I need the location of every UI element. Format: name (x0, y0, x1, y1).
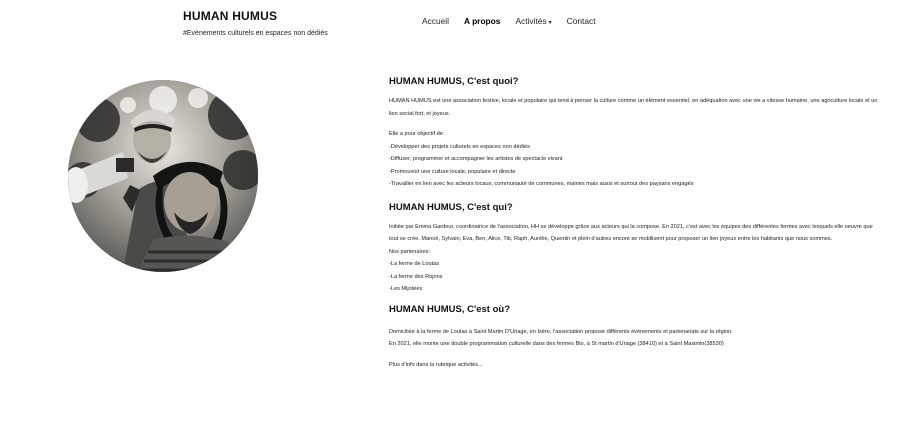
team-photo-illustration (68, 80, 258, 272)
section-who (389, 202, 923, 296)
spacer (389, 87, 923, 95)
paragraph-line: Domiciliée à la ferme de Loutas à Saint Martin D'Uriage, en Isère, l'association propose différents évènements et partenariats sur la région. (389, 328, 733, 335)
spacer (389, 315, 923, 326)
list-item: -La ferme des Rojons (389, 273, 443, 280)
section-what (389, 76, 923, 191)
nav-item-accueil[interactable]: Accueil (422, 16, 449, 26)
spacer (389, 296, 923, 304)
section-where (389, 304, 923, 372)
list-item: -Promouvoir une culture locale, populaire et directe (389, 168, 516, 175)
list-item: -Les Mijotées (389, 286, 423, 292)
objectives-heading: Elle a pour objectif de: (389, 131, 445, 137)
paragraph-line: HUMAN HUMUS est une association festive, locale et populaire qui tend à penser la culture comme un élément essentiel, en adéquation avec une vie a vitesse humaine, une agriculture locale et un (389, 98, 878, 104)
paragraph-line: tout se crée. Manoé, Sylvain, Eva, Ben, Alice, Tib, Raph, Aurélie, Quentin et plein d'autres encore se mobilisent pour proposer un lien joyeux entre les habitants que nous sommes. (389, 236, 833, 242)
list-item: -Développer des projets culturels en espaces non dédiés (389, 143, 530, 150)
nav-item-activites[interactable] (515, 16, 551, 26)
section-title-where: HUMAN HUMUS, C'est où? (389, 303, 511, 315)
nav-item-contact[interactable]: Contact (566, 16, 596, 26)
partners-heading: Nos partenaires: (389, 248, 431, 255)
spacer (389, 351, 923, 359)
list-item: -Diffuser, programmer et accompagner les artistes de spectacle vivant (389, 156, 563, 162)
paragraph-line: En 2021, elle monte une double programmation culturelle dans des fermes Bio, à St martin d'Uriage (38410) et à Saint Maximin(38530) (389, 341, 724, 347)
site-tagline: #Evènements culturels en espaces non dédiés (183, 30, 328, 37)
main-nav (422, 16, 611, 26)
spacer (389, 213, 923, 221)
list-item: -Travailler en lien avec les acteurs locaux, communauté de communes, mairies mais aussi et surtout des paysans engagés (389, 181, 694, 187)
spacer (389, 191, 923, 202)
team-photo (68, 80, 258, 272)
about-content (389, 76, 923, 371)
paragraph-line: Initiée par Emma Gardeur, coordinatrice de l'association, HH se développe grâce aux acteurs qui la compose. En 2021, c'est avec les équipes des différentes fermes avec lesquels elle oeuvre que (389, 223, 873, 230)
site-branding (183, 9, 328, 37)
site-title[interactable]: HUMAN HUMUS (183, 9, 278, 23)
nav-item-activites-label: Activités (515, 16, 547, 26)
list-item: -La ferme de Loutas (389, 261, 440, 267)
nav-item-a-propos[interactable]: A propos (464, 16, 501, 26)
chevron-down-icon: ▾ (548, 20, 552, 26)
paragraph-line: lien social fort, et joyeux. (389, 110, 451, 117)
section-title-who: HUMAN HUMUS, C'est qui? (389, 201, 513, 213)
more-info-text: Plus d'info dans la rubrique activités... (389, 361, 483, 368)
spacer (389, 120, 923, 128)
section-title-what: HUMAN HUMUS, C'est quoi? (389, 76, 519, 87)
